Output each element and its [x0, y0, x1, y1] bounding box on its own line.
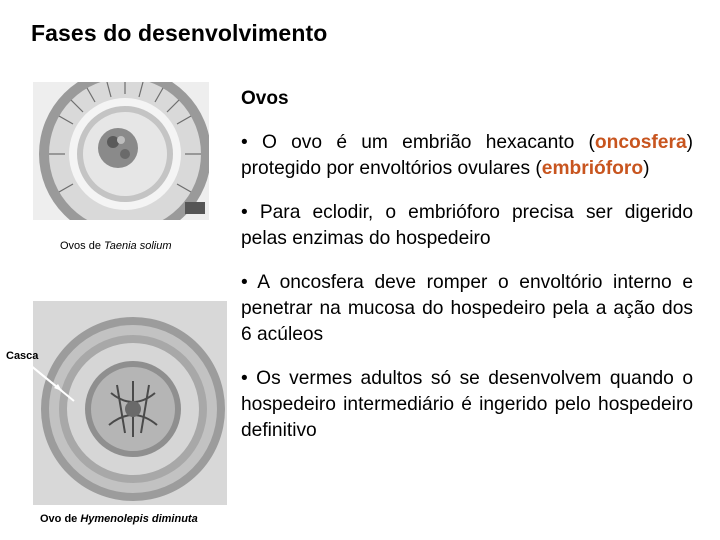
bullet-text: ) protegido por envoltórios ovulares (: [241, 132, 693, 179]
hymenolepis-caption-species: Hymenolepis diminuta: [80, 513, 198, 525]
bullet-item: [241, 130, 693, 182]
taenia-solium-egg-image: [33, 82, 209, 220]
casca-label: Casca: [6, 350, 39, 362]
bullet-item: [241, 270, 693, 348]
taenia-caption: [60, 240, 172, 252]
bullet-item: [241, 366, 693, 444]
highlight-term: oncosfera: [594, 132, 687, 153]
bullet-item: [241, 200, 693, 252]
bullet-text: • O ovo é um embrião hexacanto (: [241, 132, 595, 153]
taenia-caption-species: Taenia solium: [104, 240, 172, 252]
bullet-text: ): [643, 158, 650, 179]
content-column: [241, 88, 693, 462]
highlight-term: embrióforo: [541, 158, 644, 179]
page-title: Fases do desenvolvimento: [31, 20, 328, 46]
hymenolepis-caption: [40, 513, 198, 525]
hymenolepis-caption-prefix: Ovo de: [40, 513, 81, 525]
bullet-text: • Os vermes adultos só se desenvolvem quando o hospedeiro intermediário é ingerido pelo hospedeiro definitivo: [241, 368, 693, 441]
taenia-egg-drawing: [33, 82, 209, 220]
bullet-text: • A oncosfera deve romper o envoltório interno e penetrar na mucosa do hospedeiro pela a ação dos 6 acúleos: [241, 272, 693, 345]
section-heading: Ovos: [241, 88, 289, 109]
bullet-text: • Para eclodir, o embrióforo precisa ser digerido pelas enzimas do hospedeiro: [241, 202, 693, 249]
taenia-caption-prefix: Ovos de: [60, 240, 105, 252]
